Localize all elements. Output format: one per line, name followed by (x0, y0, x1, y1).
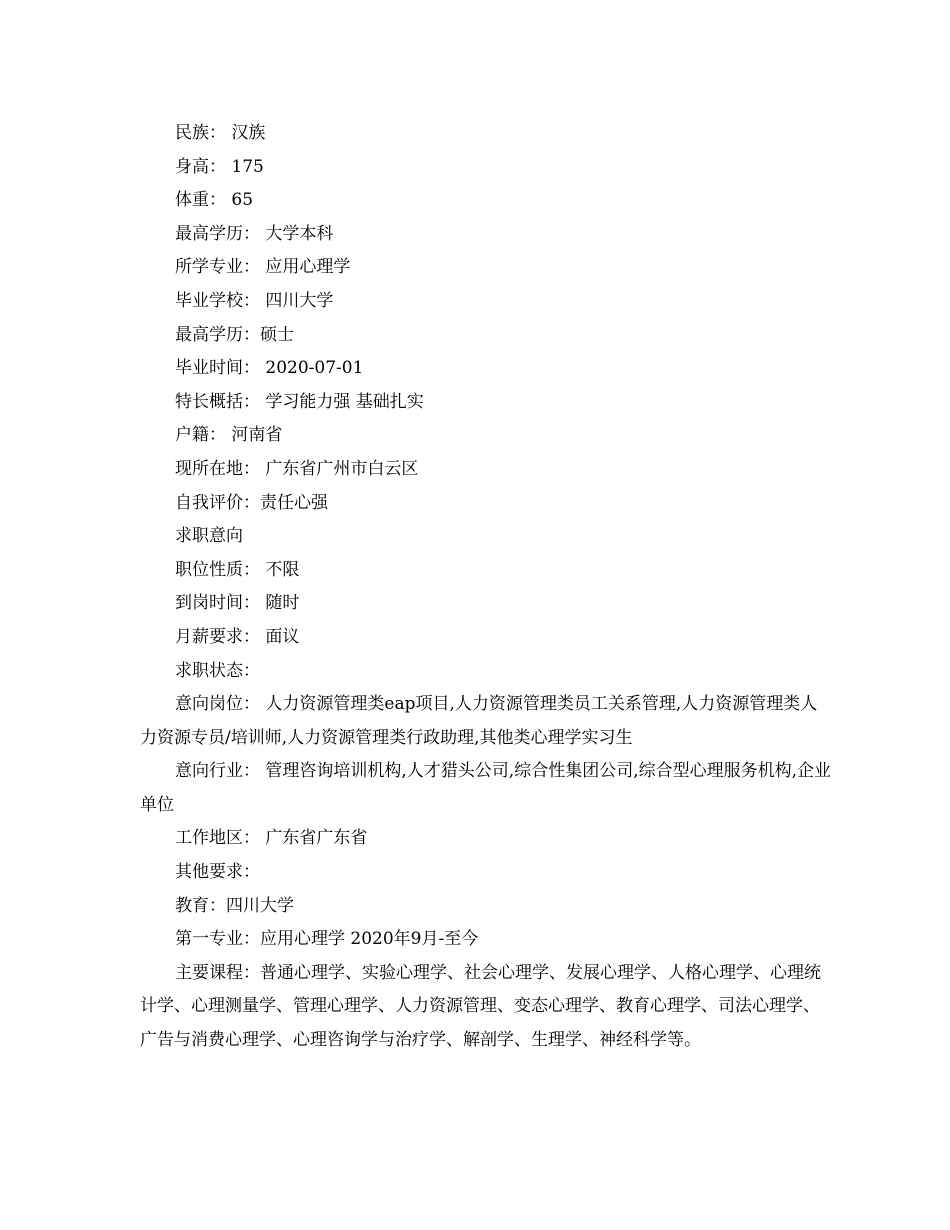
other-requirements-line: 其他要求： (175, 862, 260, 883)
job-status-line: 求职状态： (175, 660, 260, 681)
graduation-time-line: 毕业时间： 2020-07-01 (175, 358, 364, 379)
job-intent-heading: 求职意向 (175, 526, 243, 547)
job-type-line: 职位性质： 不限 (175, 559, 300, 580)
ethnicity-line: 民族： 汉族 (175, 123, 266, 143)
main-courses-paragraph: 主要课程：普通心理学、实验心理学、社会心理学、发展心理学、人格心理学、心理统计学、心理测量学、管理心理学、人力资源管理、变态心理学、教育心理学、司法心理学、广告与消费心理学、心理咨询学与治疗学、解剖学、生理学、神经科学等。 (140, 962, 821, 1051)
first-major-line: 第一专业：应用心理学 2020年9月-至今 (175, 929, 479, 950)
education-line: 教育：四川大学 (175, 895, 294, 916)
current-location-line: 现所在地： 广东省广州市白云区 (175, 458, 419, 479)
highest-degree-2-line: 最高学历：硕士 (175, 324, 294, 345)
start-time-line: 到岗时间： 随时 (175, 593, 300, 614)
height-line: 身高： 175 (175, 156, 264, 177)
work-region-line: 工作地区： 广东省广东省 (175, 828, 368, 849)
intended-positions-paragraph: 意向岗位： 人力资源管理类eap项目,人力资源管理类员工关系管理,人力资源管理类人力资源专员/培训师,人力资源管理类行政助理,其他类心理学实习生 (140, 694, 818, 748)
salary-line: 月薪要求： 面议 (175, 626, 300, 647)
highest-degree-line: 最高学历： 大学本科 (175, 223, 334, 244)
hukou-line: 户籍： 河南省 (175, 425, 283, 446)
school-line: 毕业学校： 四川大学 (175, 290, 334, 311)
self-evaluation-line: 自我评价：责任心强 (175, 492, 328, 513)
major-line: 所学专业： 应用心理学 (175, 257, 351, 278)
strengths-line: 特长概括： 学习能力强 基础扎实 (175, 391, 424, 412)
weight-line: 体重： 65 (175, 190, 254, 211)
intended-industries-paragraph: 意向行业： 管理咨询培训机构,人才猎头公司,综合性集团公司,综合型心理服务机构,企业单位 (140, 761, 832, 815)
